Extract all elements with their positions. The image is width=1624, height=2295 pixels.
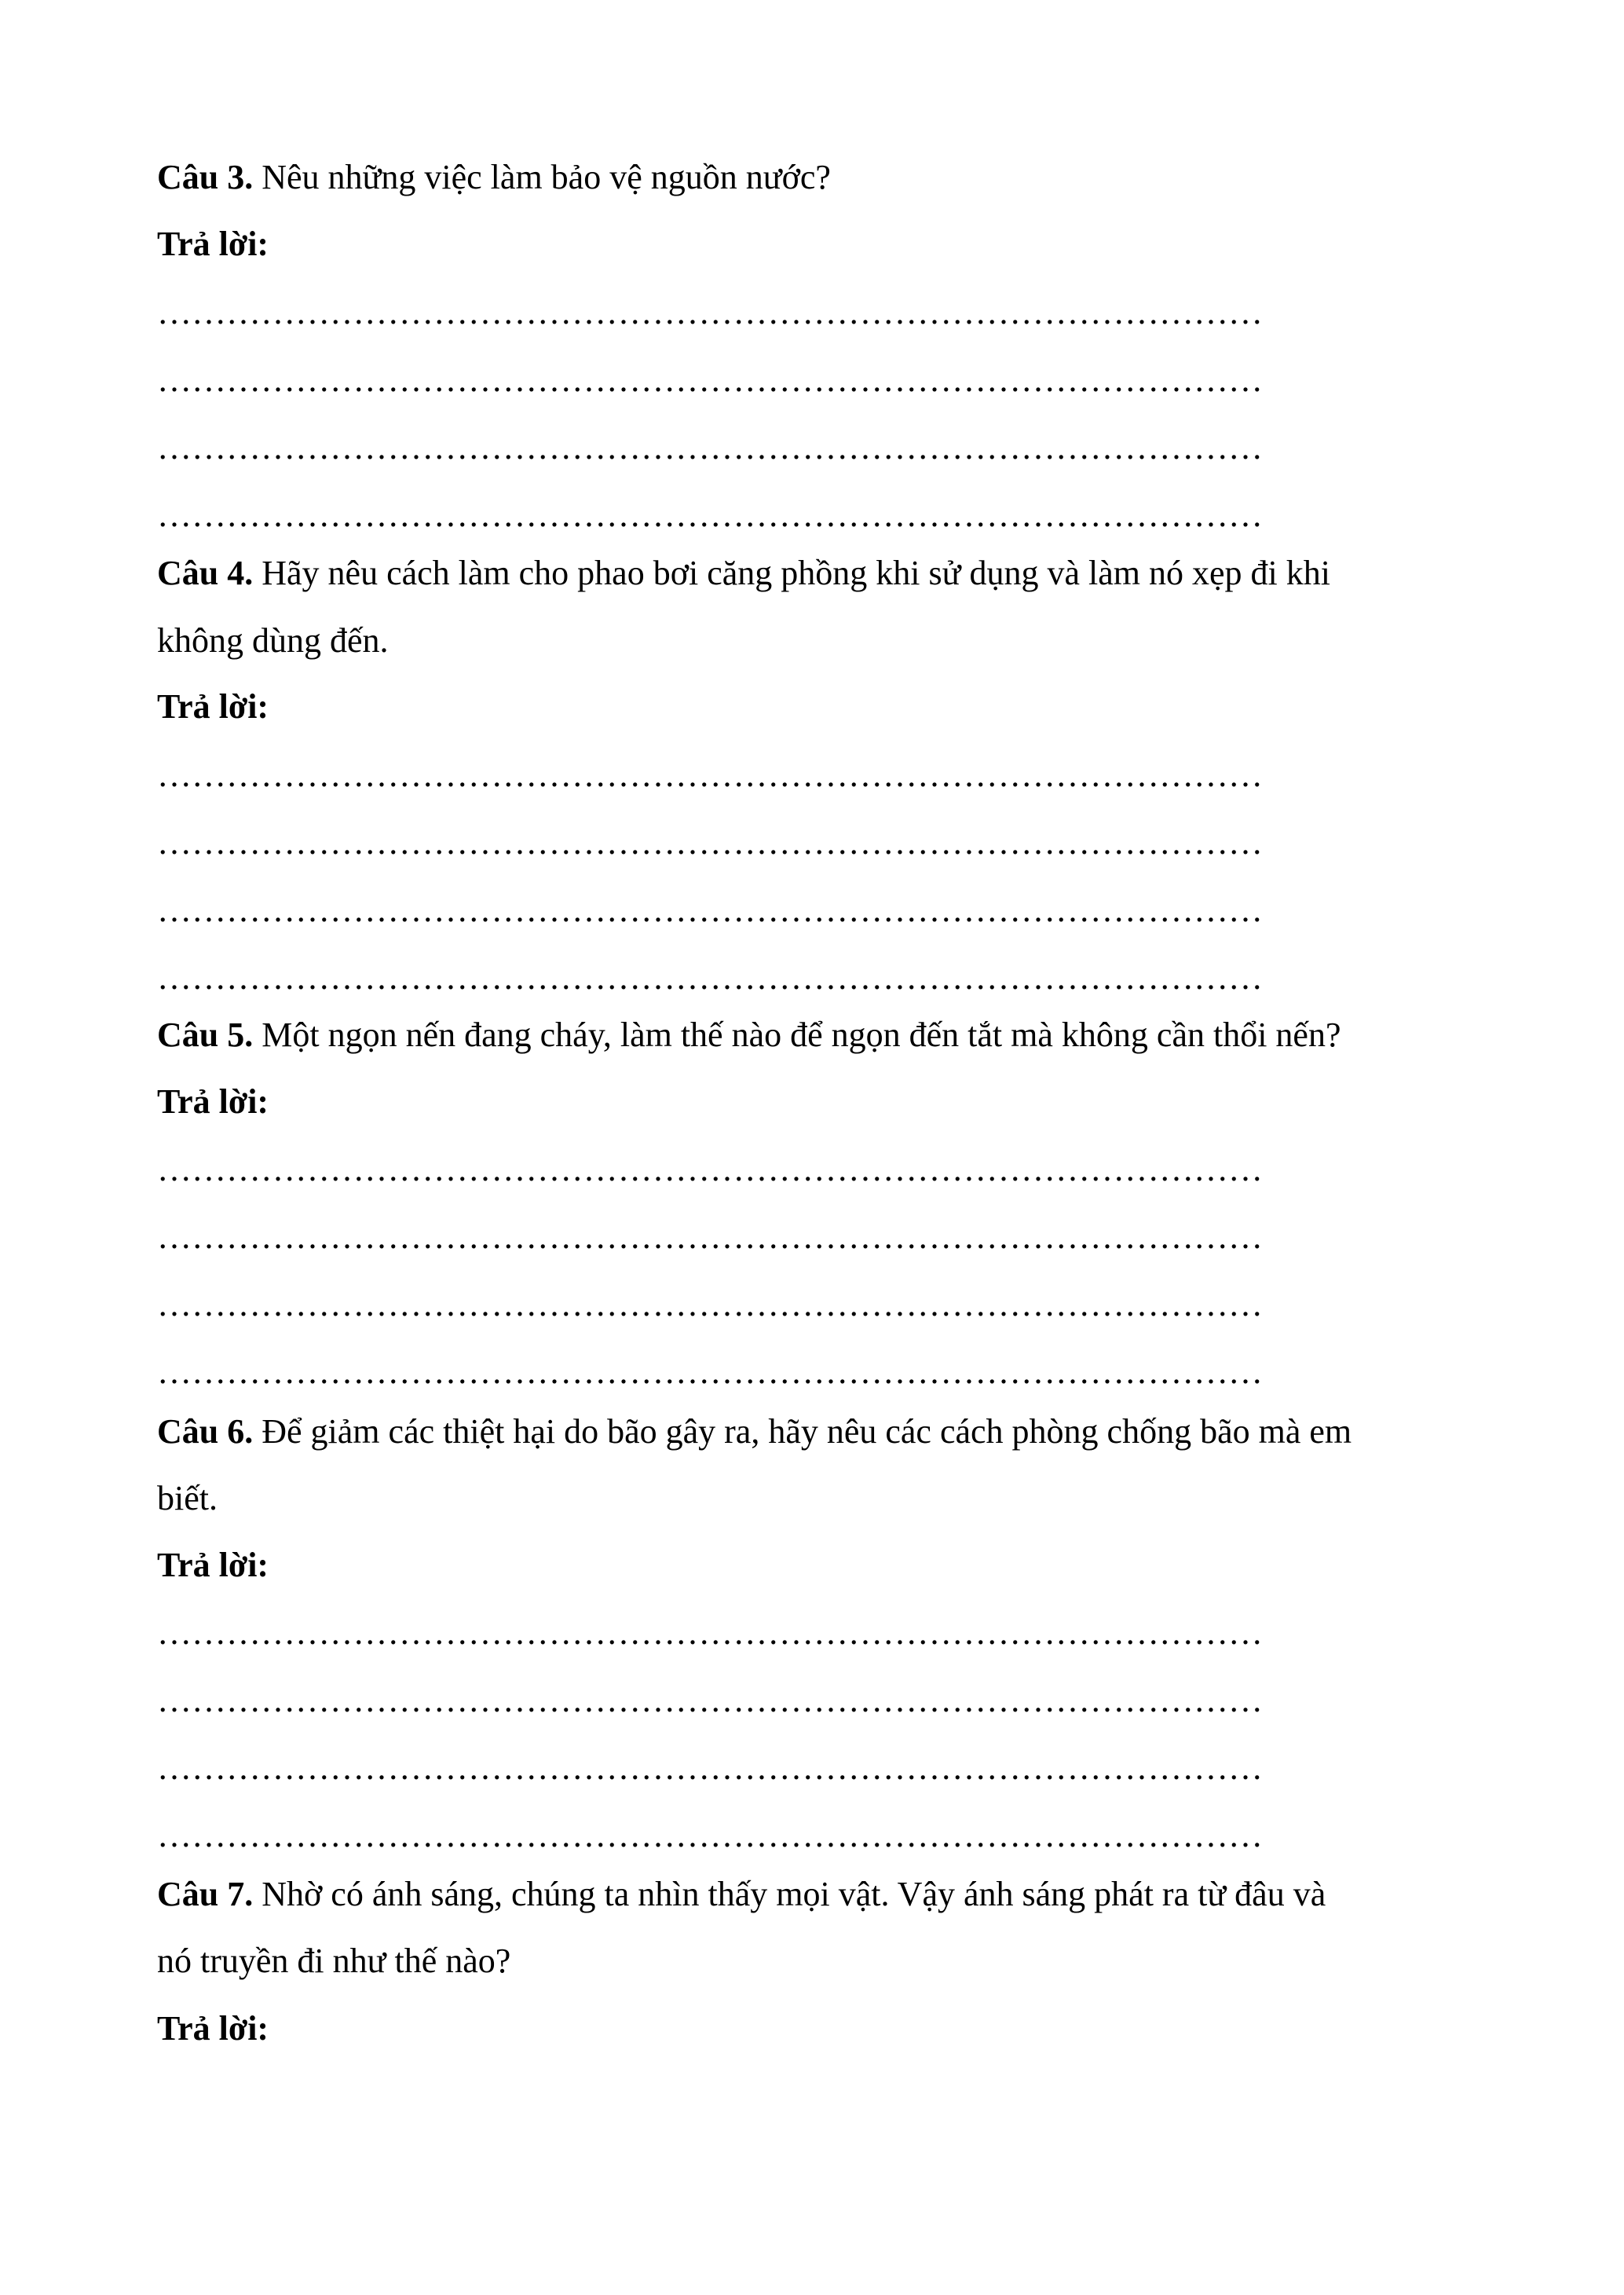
question-3-answer-line[interactable]: …………………………………………………………………………………… <box>157 496 1263 534</box>
question-4-answer-line[interactable]: …………………………………………………………………………………… <box>157 756 1263 794</box>
question-6-answer-line[interactable]: …………………………………………………………………………………… <box>157 1748 1263 1787</box>
question-4-answer-line[interactable]: …………………………………………………………………………………… <box>157 891 1263 929</box>
question-7-label: Câu 7. <box>157 1875 254 1913</box>
question-5-answer-label: Trả lời: <box>157 1082 269 1121</box>
question-4-label: Câu 4. <box>157 554 254 592</box>
question-3-answer-line[interactable]: …………………………………………………………………………………… <box>157 361 1263 399</box>
question-3-answer-label: Trả lời: <box>157 225 269 263</box>
question-3-line-1 <box>157 156 831 199</box>
question-3-answer-line[interactable]: …………………………………………………………………………………… <box>157 428 1263 467</box>
question-5-line-1 <box>157 1013 1341 1057</box>
question-7-line-1 <box>157 1872 1326 1916</box>
question-5-answer-line[interactable]: …………………………………………………………………………………… <box>157 1150 1263 1188</box>
question-3-label: Câu 3. <box>157 158 254 196</box>
question-6-line-2: biết. <box>157 1479 218 1517</box>
question-6-answer-label: Trả lời: <box>157 1546 269 1584</box>
question-4-line-1 <box>157 551 1330 595</box>
question-5-answer-line[interactable]: …………………………………………………………………………………… <box>157 1352 1263 1391</box>
question-5-label: Câu 5. <box>157 1016 254 1054</box>
question-6-text: Để giảm các thiệt hại do bão gây ra, hãy nêu các cách phòng chống bão mà em <box>262 1412 1352 1451</box>
question-4-line-2: không dùng đến. <box>157 621 389 660</box>
question-6-answer-line[interactable]: …………………………………………………………………………………… <box>157 1816 1263 1854</box>
question-3-text: Nêu những việc làm bảo vệ nguồn nước? <box>262 158 831 196</box>
question-7-line-2: nó truyền đi như thế nào? <box>157 1942 511 1980</box>
question-5-answer-line[interactable]: …………………………………………………………………………………… <box>157 1285 1263 1323</box>
question-5-answer-line[interactable]: …………………………………………………………………………………… <box>157 1217 1263 1256</box>
question-6-line-1 <box>157 1410 1352 1454</box>
question-7-text: Nhờ có ánh sáng, chúng ta nhìn thấy mọi vật. Vậy ánh sáng phát ra từ đâu và <box>262 1875 1326 1913</box>
question-6-answer-line[interactable]: …………………………………………………………………………………… <box>157 1613 1263 1652</box>
question-6-label: Câu 6. <box>157 1412 254 1451</box>
question-4-text: Hãy nêu cách làm cho phao bơi căng phồng khi sử dụng và làm nó xẹp đi khi <box>262 554 1330 592</box>
question-6-answer-line[interactable]: …………………………………………………………………………………… <box>157 1681 1263 1719</box>
question-3-answer-line[interactable]: …………………………………………………………………………………… <box>157 293 1263 331</box>
question-4-answer-line[interactable]: …………………………………………………………………………………… <box>157 958 1263 997</box>
question-5-text: Một ngọn nến đang cháy, làm thế nào để ngọn đến tắt mà không cần thổi nến? <box>262 1016 1341 1054</box>
question-4-answer-line[interactable]: …………………………………………………………………………………… <box>157 823 1263 862</box>
question-7-answer-label: Trả lời: <box>157 2009 269 2048</box>
question-4-answer-label: Trả lời: <box>157 687 269 726</box>
